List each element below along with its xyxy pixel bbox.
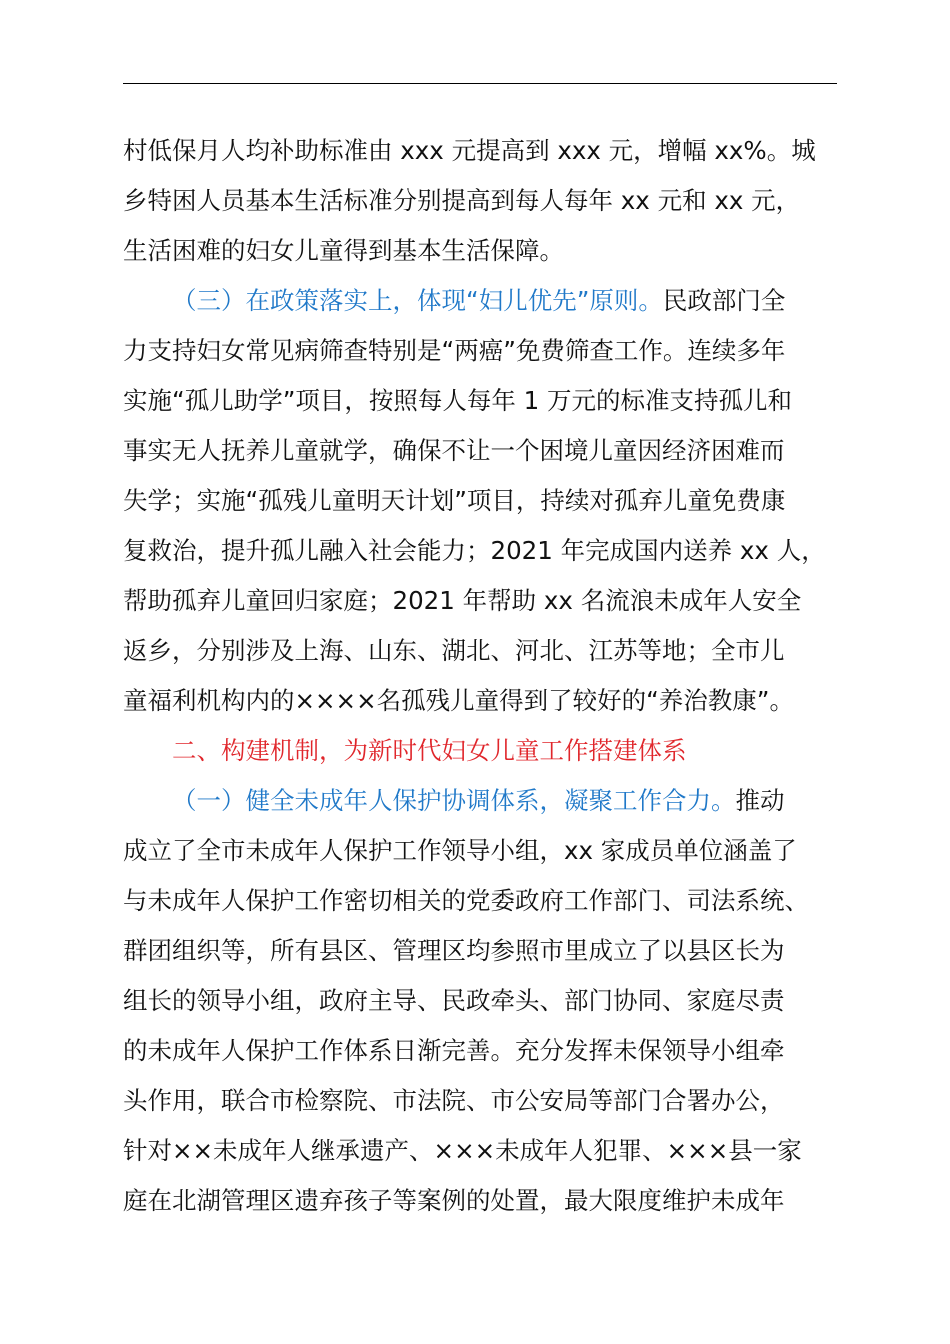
body-text: 民政部门全 bbox=[662, 286, 786, 315]
subsection-heading: （三）在政策落实上，体现“妇儿优先”原则。 bbox=[172, 286, 663, 315]
body-line: 童福利机构内的××××名孤残儿童得到了较好的“养治教康”。 bbox=[123, 686, 794, 715]
section-heading: 二、构建机制，为新时代妇女儿童工作搭建体系 bbox=[172, 736, 687, 765]
body-line: 复救治，提升孤儿融入社会能力；2021 年完成国内送养 xx 人， bbox=[123, 536, 826, 565]
header-rule bbox=[123, 83, 837, 84]
body-line: 帮助孤弃儿童回归家庭；2021 年帮助 xx 名流浪未成年人安全 bbox=[123, 586, 802, 615]
body-line: 头作用，联合市检察院、市法院、市公安局等部门合署办公， bbox=[123, 1086, 785, 1115]
body-line: 乡特困人员基本生活标准分别提高到每人每年 xx 元和 xx 元， bbox=[123, 186, 801, 215]
body-line: 组长的领导小组，政府主导、民政牵头、部门协同、家庭尽责 bbox=[123, 986, 785, 1015]
body-line: 力支持妇女常见病筛查特别是“两癌”免费筛查工作。连续多年 bbox=[123, 336, 786, 365]
body-text: 推动 bbox=[735, 786, 785, 815]
subsection-line bbox=[123, 776, 858, 826]
body-line: 实施“孤儿助学”项目，按照每人每年 1 万元的标准支持孤儿和 bbox=[123, 386, 793, 415]
body-line: 村低保月人均补助标准由 xxx 元提高到 xxx 元，增幅 xx%。城 bbox=[123, 136, 816, 165]
subsection-heading: （一）健全未成年人保护协调体系，凝聚工作合力。 bbox=[172, 786, 736, 815]
subsection-line bbox=[123, 276, 858, 326]
body-line: 的未成年人保护工作体系日渐完善。充分发挥未保领导小组牵 bbox=[123, 1036, 785, 1065]
body-line: 失学；实施“孤残儿童明天计划”项目，持续对孤弃儿童免费康 bbox=[123, 486, 786, 515]
document-body bbox=[123, 126, 858, 1226]
body-line: 庭在北湖管理区遗弃孩子等案例的处置，最大限度维护未成年 bbox=[123, 1186, 785, 1215]
body-line: 生活困难的妇女儿童得到基本生活保障。 bbox=[123, 236, 564, 265]
body-line: 针对××未成年人继承遗产、×××未成年人犯罪、×××县一家 bbox=[123, 1136, 802, 1165]
body-line: 成立了全市未成年人保护工作领导小组，xx 家成员单位涵盖了 bbox=[123, 836, 797, 865]
body-line: 返乡，分别涉及上海、山东、湖北、河北、江苏等地；全市儿 bbox=[123, 636, 785, 665]
body-line: 群团组织等，所有县区、管理区均参照市里成立了以县区长为 bbox=[123, 936, 785, 965]
body-line: 与未成年人保护工作密切相关的党委政府工作部门、司法系统、 bbox=[123, 886, 809, 915]
body-line: 事实无人抚养儿童就学，确保不让一个困境儿童因经济困难而 bbox=[123, 436, 785, 465]
